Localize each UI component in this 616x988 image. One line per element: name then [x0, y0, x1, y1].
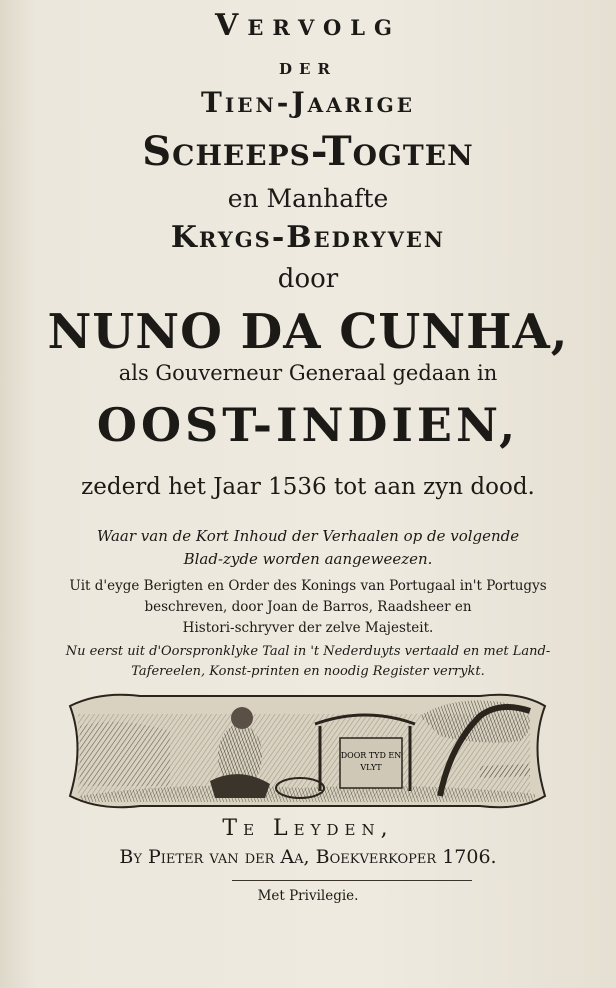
printer-vignette-engraving — [60, 686, 555, 816]
vignette-text-2: VLYT — [360, 763, 382, 772]
desc-line-3: Uit d'eyge Berigten en Order des Konings van Portugaal in't Portugys — [69, 578, 547, 594]
title-scheeps-togten: Scheeps-Togten — [142, 128, 474, 175]
desc-line-2: Blad-zyde worden aangeweezen. — [183, 550, 433, 568]
title-tien-jaarige: Tien-Jaarige — [201, 86, 415, 119]
title-der: der — [279, 54, 337, 79]
title-door: door — [277, 264, 339, 294]
vignette-text-1: DOOR TYD EN — [340, 751, 402, 760]
privilege-line: Met Privilegie. — [257, 888, 359, 904]
desc-line-6: Nu eerst uit d'Oorspronklyke Taal in 't Nederduyts vertaald en met Land- — [65, 644, 551, 659]
desc-line-4: beschreven, door Joan de Barros, Raadsheer en — [144, 599, 472, 615]
title-gouverneur: als Gouverneur Generaal gedaan in — [118, 361, 498, 385]
divider-rule — [232, 880, 472, 881]
desc-line-1: Waar van de Kort Inhoud der Verhaalen op de volgende — [96, 527, 520, 545]
title-oost-indien: OOST-INDIEN, — [96, 398, 520, 452]
title-vervolg: Vervolg — [215, 8, 401, 43]
title-krygs-bedryven: Krygs-Bedryven — [170, 220, 446, 255]
printer-line: By Pieter van der Aa, Boekverkoper 1706. — [119, 846, 497, 868]
desc-line-7: Tafereelen, Konst-printen en noodig Register verrykt. — [131, 664, 485, 679]
title-en-manhafte: en Manhafte — [227, 184, 389, 213]
desc-line-5: Histori-schryver der zelve Majesteit. — [182, 620, 434, 636]
title-zederd: zederd het Jaar 1536 tot aan zyn dood. — [81, 474, 535, 500]
title-nuno-da-cunha: NUNO DA CUNHA, — [47, 304, 569, 360]
place-te-leyden: Te Leyden, — [222, 816, 394, 841]
